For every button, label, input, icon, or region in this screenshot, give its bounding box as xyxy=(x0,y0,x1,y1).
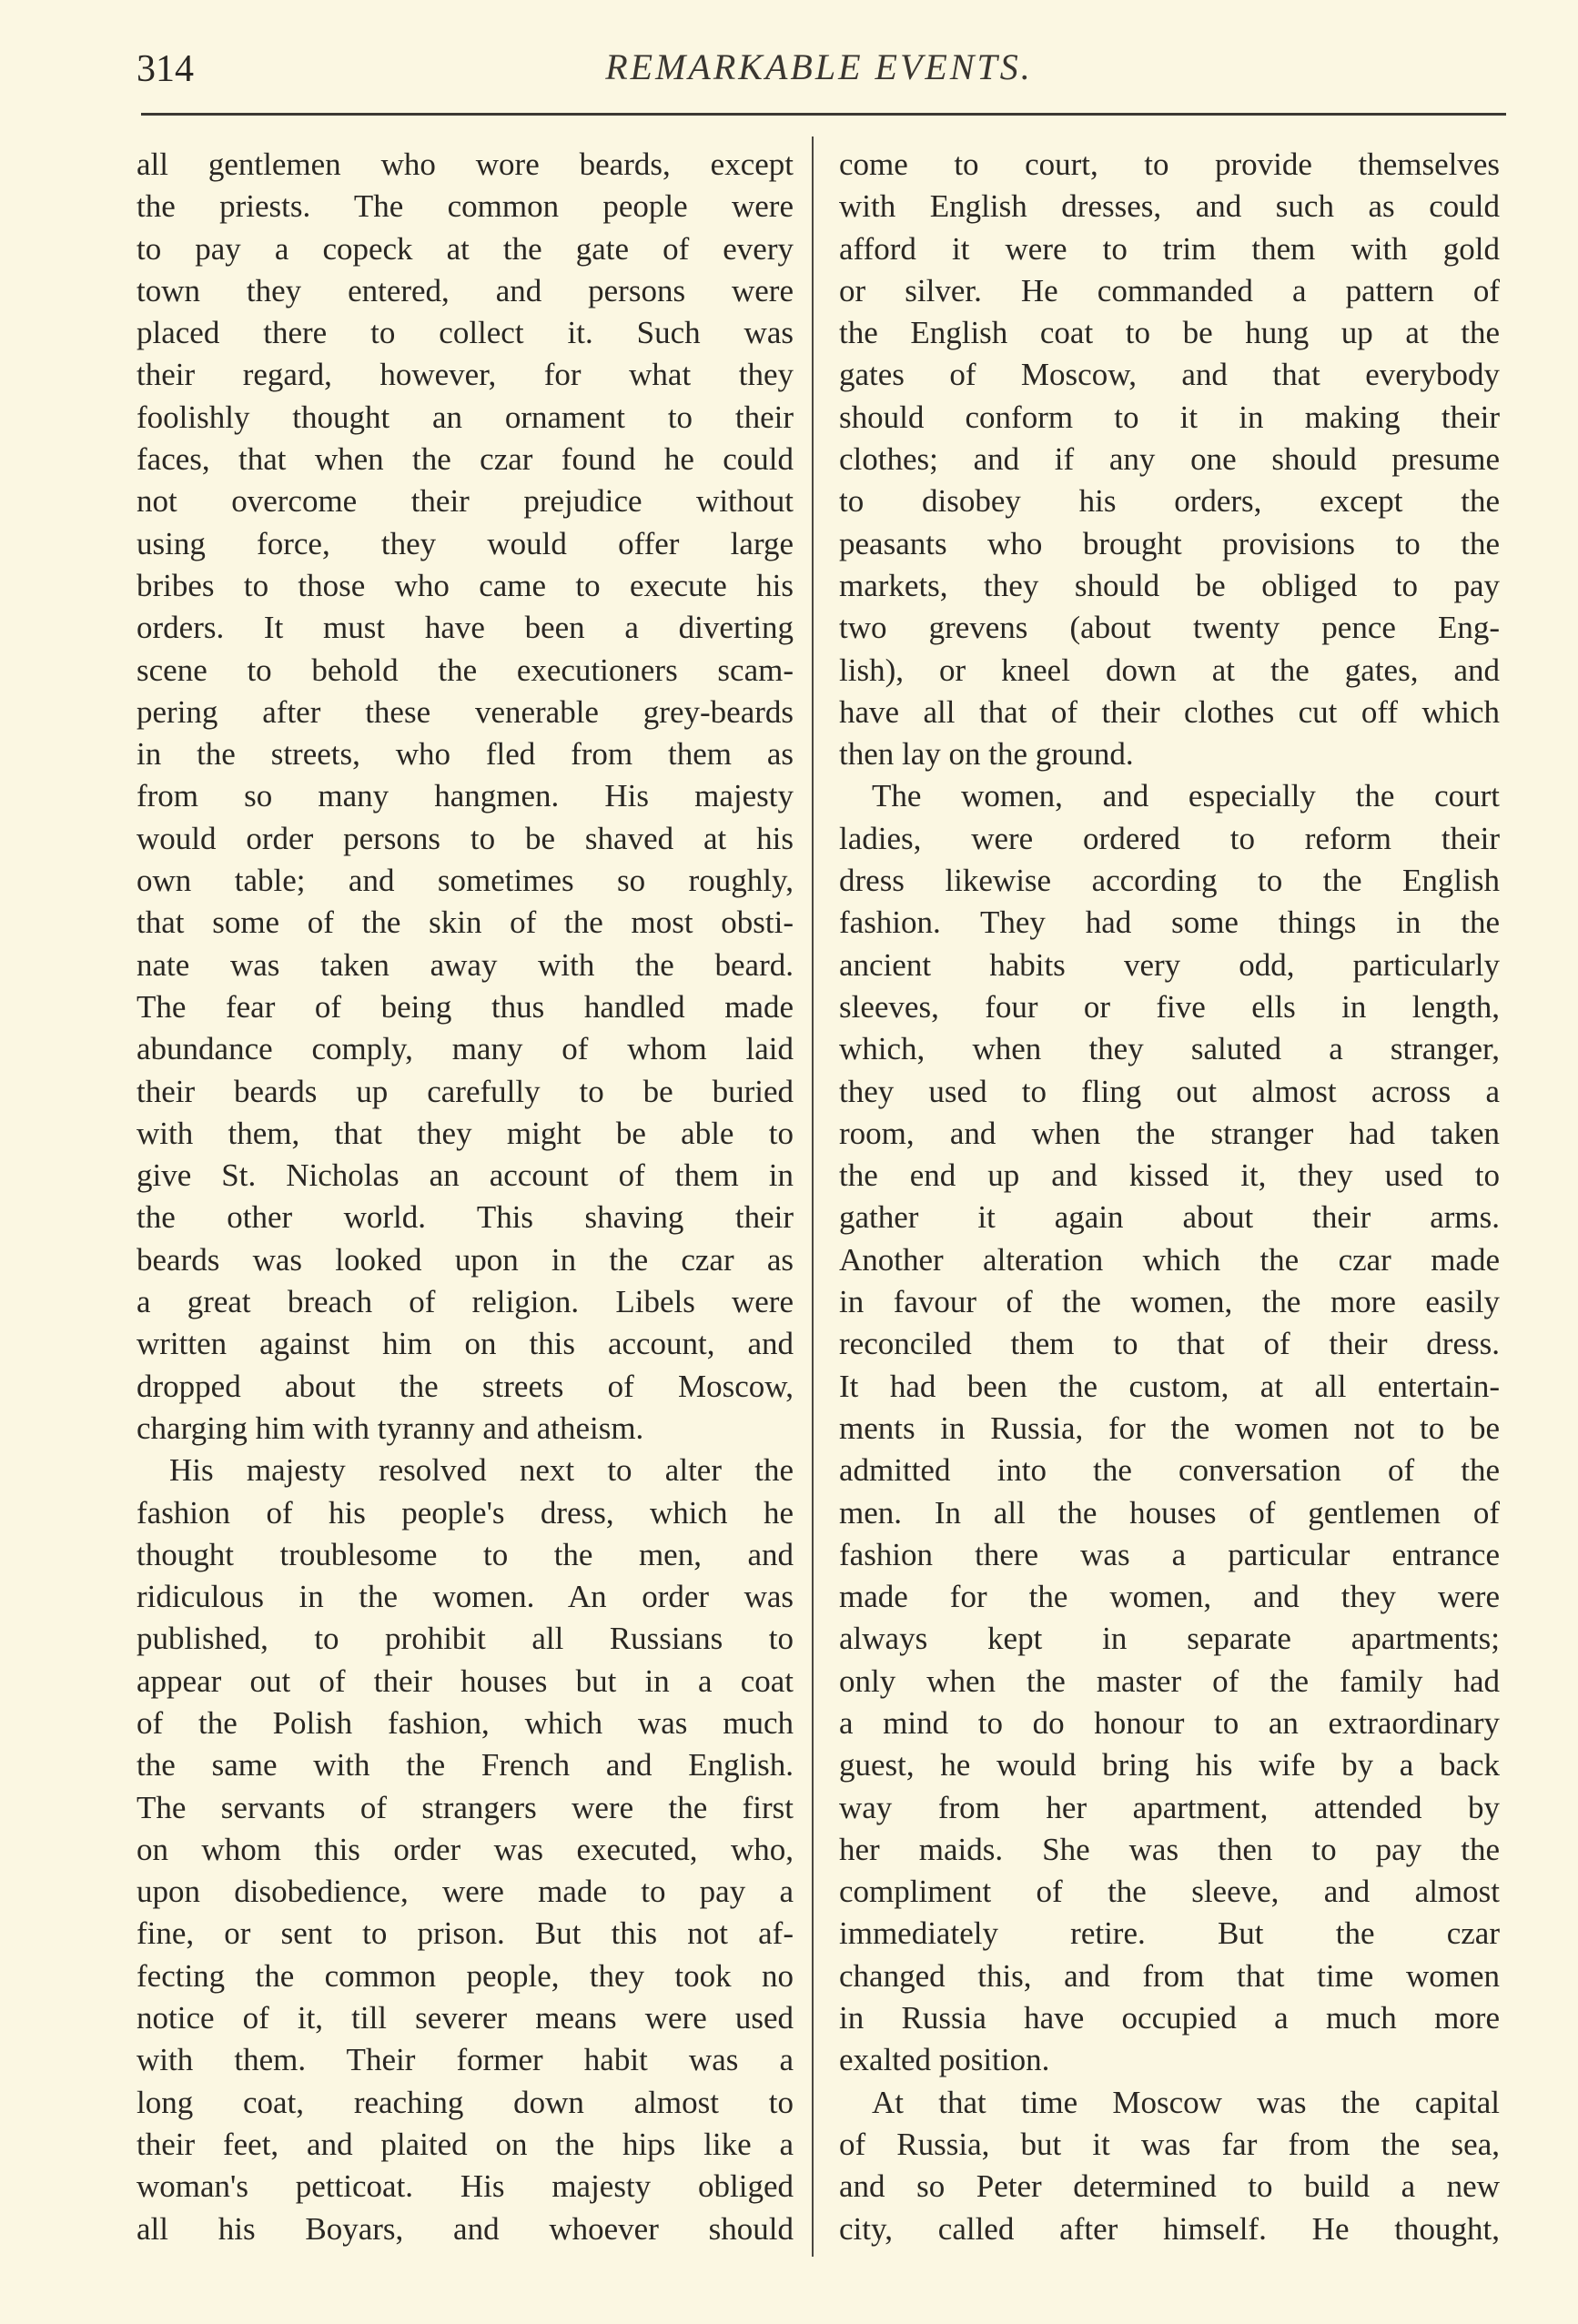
text-line: fecting the common people, they took no xyxy=(137,1957,794,1994)
text-line: with them. Their former habit was a xyxy=(137,2042,794,2078)
text-line: of the Polish fashion, which was much xyxy=(137,1704,794,1741)
text-line: not overcome their prejudice without xyxy=(137,483,794,520)
text-line: a great breach of religion. Libels were xyxy=(137,1284,794,1320)
text-line: have all that of their clothes cut off which xyxy=(839,693,1500,730)
text-line: The fear of being thus handled made xyxy=(137,988,794,1025)
text-line: changed this, and from that time women xyxy=(839,1957,1500,1994)
left-column xyxy=(137,144,794,2250)
text-line: always kept in separate apartments; xyxy=(839,1621,1500,1657)
text-line: sleeves, four or five ells in length, xyxy=(839,988,1500,1025)
text-line: way from her apartment, attended by xyxy=(839,1789,1500,1825)
text-line: the end up and kissed it, they used to xyxy=(839,1157,1500,1194)
text-line: or silver. He commanded a pattern of xyxy=(839,272,1500,308)
text-line: all his Boyars, and whoever should xyxy=(137,2210,794,2247)
text-line: city, called after himself. He thought, xyxy=(839,2210,1500,2247)
text-line: afford it were to trim them with gold xyxy=(839,230,1500,267)
text-line: in favour of the women, the more easily xyxy=(839,1284,1500,1320)
text-line: made for the women, and they were xyxy=(839,1579,1500,1615)
text-line: to pay a copeck at the gate of every xyxy=(137,230,794,267)
text-line: exalted position. xyxy=(839,2042,1050,2078)
text-line: in Russia have occupied a much more xyxy=(839,2000,1500,2036)
text-line: fashion of his people's dress, which he xyxy=(137,1494,794,1531)
text-line: thought troublesome to the men, and xyxy=(137,1536,794,1572)
text-line: the English coat to be hung up at the xyxy=(839,315,1500,351)
header-rule xyxy=(141,113,1506,116)
text-line: the other world. This shaving their xyxy=(137,1199,794,1236)
text-line: pering after these venerable grey-beards xyxy=(137,693,794,730)
text-line: ridiculous in the women. An order was xyxy=(137,1579,794,1615)
text-line: immediately retire. But the czar xyxy=(839,1915,1500,1952)
text-line: faces, that when the czar found he could xyxy=(137,441,794,478)
text-line: ancient habits very odd, particularly xyxy=(839,946,1500,983)
text-line: bribes to those who came to execute his xyxy=(137,567,794,603)
text-line: published, to prohibit all Russians to xyxy=(137,1621,794,1657)
text-line: The women, and especially the court xyxy=(872,778,1500,814)
text-line: orders. It must have been a diverting xyxy=(137,610,794,646)
text-line: admitted into the conversation of the xyxy=(839,1452,1500,1489)
text-line: give St. Nicholas an account of them in xyxy=(137,1157,794,1194)
text-line: their regard, however, for what they xyxy=(137,357,794,393)
text-line: beards was looked upon in the czar as xyxy=(137,1241,794,1278)
text-line: dress likewise according to the English xyxy=(839,863,1500,899)
text-line: Another alteration which the czar made xyxy=(839,1241,1500,1278)
text-line: of Russia, but it was far from the sea, xyxy=(839,2126,1500,2162)
text-line: notice of it, till severer means were used xyxy=(137,2000,794,2036)
text-line: markets, they should be obliged to pay xyxy=(839,567,1500,603)
text-line: men. In all the houses of gentlemen of xyxy=(839,1494,1500,1531)
text-line: guest, he would bring his wife by a back xyxy=(839,1747,1500,1783)
text-line: gather it again about their arms. xyxy=(839,1199,1500,1236)
running-title: REMARKABLE EVENTS. xyxy=(605,46,1033,87)
text-line: all gentlemen who wore beards, except xyxy=(137,147,794,182)
text-line: upon disobedience, were made to pay a xyxy=(137,1874,794,1910)
text-line: fine, or sent to prison. But this not af- xyxy=(137,1915,794,1952)
text-line: they used to fling out almost across a xyxy=(839,1073,1500,1109)
text-line: their beards up carefully to be buried xyxy=(137,1073,794,1109)
text-line: own table; and sometimes so roughly, xyxy=(137,863,794,899)
text-line: gates of Moscow, and that everybody xyxy=(839,357,1500,393)
text-line: ments in Russia, for the women not to be xyxy=(839,1410,1500,1446)
text-line: clothes; and if any one should presume xyxy=(839,441,1500,478)
text-line: their feet, and plaited on the hips like a xyxy=(137,2126,794,2162)
right-column xyxy=(839,144,1500,2250)
text-line: then lay on the ground. xyxy=(839,736,1134,773)
page-number: 314 xyxy=(137,48,194,90)
text-line: to disobey his orders, except the xyxy=(839,483,1500,520)
text-line: compliment of the sleeve, and almost xyxy=(839,1874,1500,1910)
text-line: from so many hangmen. His majesty xyxy=(137,778,794,814)
text-line: lish), or kneel down at the gates, and xyxy=(839,652,1500,688)
text-line: The servants of strangers were the first xyxy=(137,1789,794,1825)
text-line: charging him with tyranny and atheism. xyxy=(137,1410,644,1446)
text-line: which, when they saluted a stranger, xyxy=(839,1031,1500,1067)
text-line: her maids. She was then to pay the xyxy=(839,1831,1500,1867)
text-line: At that time Moscow was the capital xyxy=(872,2084,1500,2120)
text-line: nate was taken away with the beard. xyxy=(137,946,794,983)
text-line: with English dresses, and such as could xyxy=(839,188,1500,225)
text-line: the same with the French and English. xyxy=(137,1747,794,1783)
text-line: appear out of their houses but in a coat xyxy=(137,1662,794,1699)
text-line: dropped about the streets of Moscow, xyxy=(137,1368,794,1404)
text-line: on whom this order was executed, who, xyxy=(137,1831,794,1867)
column-divider xyxy=(812,136,814,2257)
text-line: that some of the skin of the most obsti- xyxy=(137,904,794,941)
text-line: His majesty resolved next to alter the xyxy=(169,1452,794,1489)
text-line: written against him on this account, and xyxy=(137,1326,794,1362)
text-line: long coat, reaching down almost to xyxy=(137,2084,794,2120)
text-line: with them, that they might be able to xyxy=(137,1115,794,1151)
text-line: using force, they would offer large xyxy=(137,525,794,561)
text-line: placed there to collect it. Such was xyxy=(137,315,794,351)
text-line: abundance comply, many of whom laid xyxy=(137,1031,794,1067)
text-line: a mind to do honour to an extraordinary xyxy=(839,1704,1500,1741)
text-line: reconciled them to that of their dress. xyxy=(839,1326,1500,1362)
text-line: the priests. The common people were xyxy=(137,188,794,225)
text-line: fashion. They had some things in the xyxy=(839,904,1500,941)
text-line: two grevens (about twenty pence Eng- xyxy=(839,610,1500,646)
text-line: fashion there was a particular entrance xyxy=(839,1536,1500,1572)
text-line: ladies, were ordered to reform their xyxy=(839,820,1500,856)
text-line: foolishly thought an ornament to their xyxy=(137,399,794,435)
text-line: town they entered, and persons were xyxy=(137,272,794,308)
text-line: come to court, to provide themselves xyxy=(839,147,1500,182)
text-line: scene to behold the executioners scam- xyxy=(137,652,794,688)
text-line: woman's petticoat. His majesty obliged xyxy=(137,2168,794,2205)
text-line: room, and when the stranger had taken xyxy=(839,1115,1500,1151)
text-line: and so Peter determined to build a new xyxy=(839,2168,1500,2205)
text-line: only when the master of the family had xyxy=(839,1662,1500,1699)
text-line: in the streets, who fled from them as xyxy=(137,736,794,773)
text-line: would order persons to be shaved at his xyxy=(137,820,794,856)
text-line: peasants who brought provisions to the xyxy=(839,525,1500,561)
text-line: should conform to it in making their xyxy=(839,399,1500,435)
text-line: It had been the custom, at all entertain- xyxy=(839,1368,1500,1404)
